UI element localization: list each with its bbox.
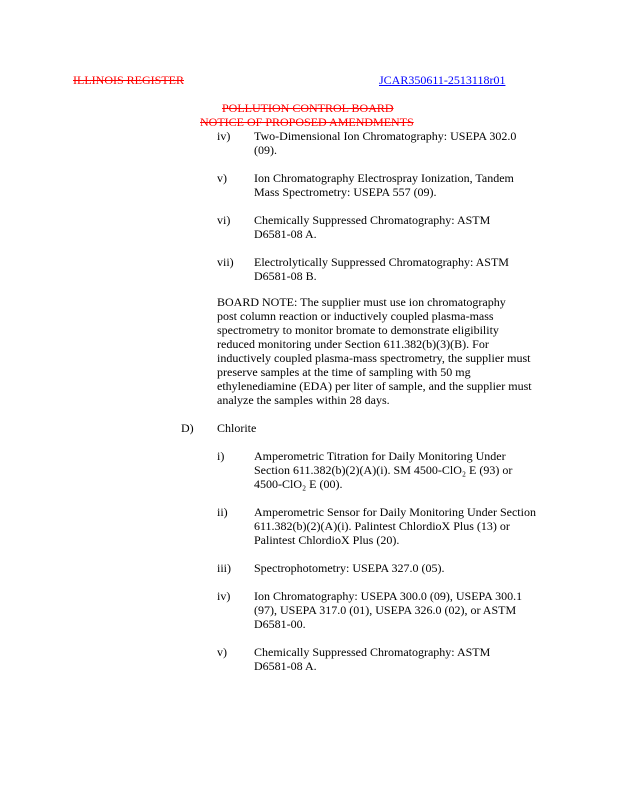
board-note-line: analyze the samples within 28 days. — [217, 393, 390, 407]
item-text-line: (97), USEPA 317.0 (01), USEPA 326.0 (02), or ASTM — [254, 603, 517, 617]
list-item — [0, 129, 618, 159]
section-title: Chlorite — [217, 421, 257, 435]
list-item — [0, 255, 618, 285]
notice-title: NOTICE OF PROPOSED AMENDMENTS — [200, 115, 414, 129]
item-number: i) — [217, 449, 225, 463]
item-text-line: Ion Chromatography Electrospray Ionization, Tandem — [254, 171, 514, 185]
item-text-line: Section 611.382(b)(2)(A)(i). SM 4500-ClO₂ E (93) or — [254, 463, 513, 477]
item-number: iv) — [217, 589, 231, 603]
item-text-line: 4500-ClO₂ E (00). — [254, 477, 343, 491]
board-note-line: ethylenediamine (EDA) per liter of sample, and the supplier must — [217, 379, 532, 393]
item-text-line: D6581-00. — [254, 617, 306, 631]
item-number: ii) — [217, 505, 228, 519]
item-text-line: Chemically Suppressed Chromatography: ASTM — [254, 645, 491, 659]
board-note-line: BOARD NOTE: The supplier must use ion chromatography — [217, 295, 506, 309]
list-item — [0, 213, 618, 243]
item-text-line: Spectrophotometry: USEPA 327.0 (05). — [254, 561, 445, 575]
item-number: iv) — [217, 129, 231, 143]
item-text-line: D6581-08 A. — [254, 227, 317, 241]
chlorite-section-heading — [0, 421, 618, 435]
item-number: vi) — [217, 213, 231, 227]
register-header: ILLINOIS REGISTER — [73, 73, 184, 87]
list-item — [0, 449, 618, 493]
list-item — [0, 589, 618, 633]
item-text-line: (09). — [254, 143, 277, 157]
item-text-line: 611.382(b)(2)(A)(i). Palintest ChlordioX Plus (13) or — [254, 519, 510, 533]
item-text-line: Ion Chromatography: USEPA 300.0 (09), USEPA 300.1 — [254, 589, 523, 603]
item-text-line: Chemically Suppressed Chromatography: ASTM — [254, 213, 491, 227]
item-text-line: Amperometric Titration for Daily Monitoring Under — [254, 449, 506, 463]
list-item — [0, 645, 618, 675]
board-note-line: post column reaction or inductively coupled plasma-mass — [217, 309, 494, 323]
item-text-line: Two-Dimensional Ion Chromatography: USEPA 302.0 — [254, 129, 517, 143]
board-note-line: spectrometry to monitor bromate to demonstrate eligibility — [217, 323, 499, 337]
board-note-line: reduced monitoring under Section 611.382(b)(3)(B). For — [217, 337, 489, 351]
item-number: v) — [217, 645, 227, 659]
list-item — [0, 171, 618, 201]
item-text-line: D6581-08 B. — [254, 269, 317, 283]
board-note-line: preserve samples at the time of sampling with 50 mg — [217, 365, 471, 379]
board-title: POLLUTION CONTROL BOARD — [222, 101, 394, 115]
item-text-line: Electrolytically Suppressed Chromatography: ASTM — [254, 255, 509, 269]
item-text-line: Palintest ChlordioX Plus (20). — [254, 533, 400, 547]
item-text-line: D6581-08 A. — [254, 659, 317, 673]
item-text-line: Mass Spectrometry: USEPA 557 (09). — [254, 185, 437, 199]
list-item — [0, 561, 618, 577]
board-note-line: inductively coupled plasma-mass spectrometry, the supplier must — [217, 351, 531, 365]
document-id[interactable]: JCAR350611-2513118r01 — [379, 73, 506, 87]
item-text-line: Amperometric Sensor for Daily Monitoring Under Section — [254, 505, 536, 519]
item-number: vii) — [217, 255, 234, 269]
item-number: iii) — [217, 561, 231, 575]
item-number: v) — [217, 171, 227, 185]
section-letter: D) — [181, 421, 194, 435]
list-item — [0, 505, 618, 549]
